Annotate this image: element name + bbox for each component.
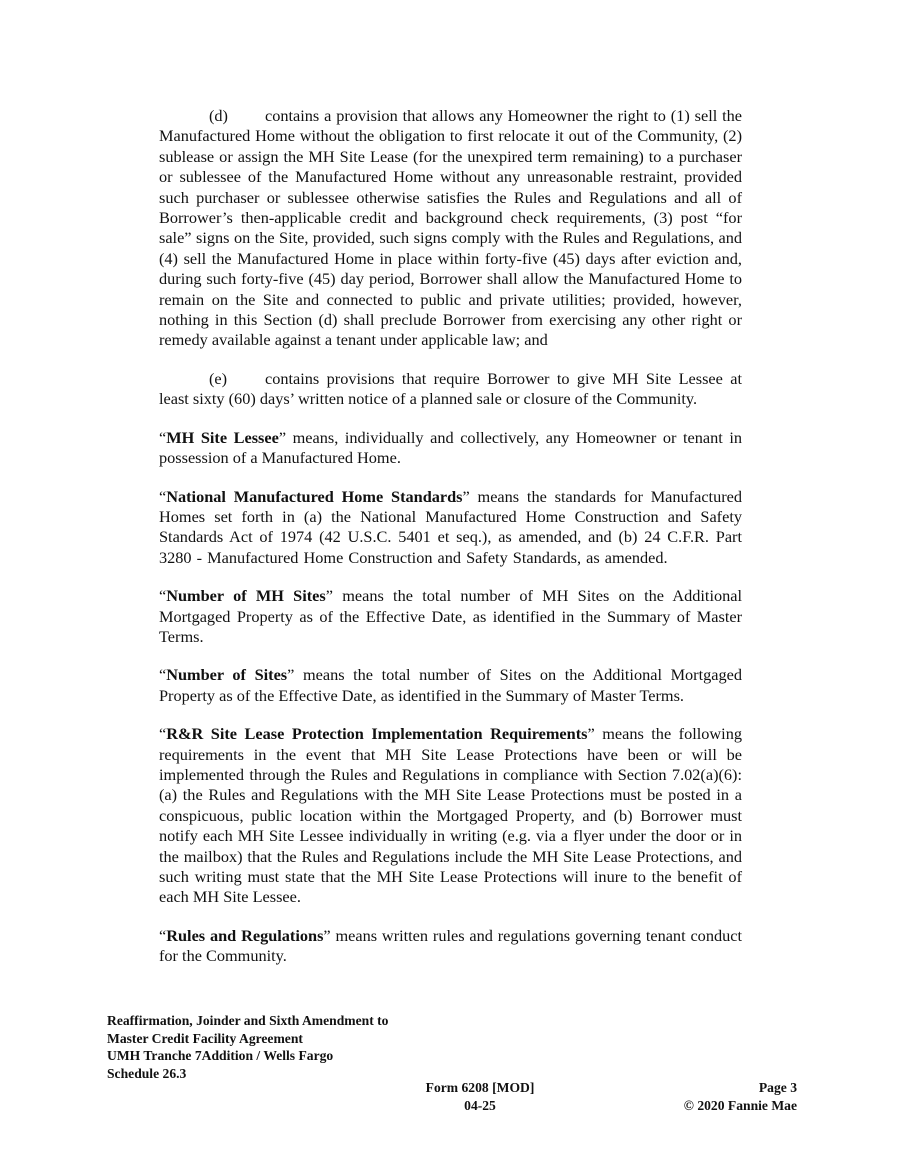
definition-term: Rules and Regulations <box>166 925 324 945</box>
definition-term: R&R Site Lease Protection Implementation Requirements <box>166 724 588 744</box>
definition-rr-site-lease-protection: “R&R Site Lease Protection Implementation Requirements” means the following requirements in the event that MH Site Lease Protections have been or will be implemented through the Rules and Regulations in compliance with Section 7.02(a)(6): (a) the Rules and Regulations with the MH Site Lease Protections must be posted in a conspicuous, public location within the Mortgaged Property, and (b) Borrower must notify each MH Site Lessee individually in writing (e.g. via a flyer under the door or in the mailbox) that the Rules and Regulations include the MH Site Lease Protections, and such writing must state that the MH Site Lease Protections will inure to the benefit of each MH Site Lessee. <box>159 724 742 907</box>
footer-form-date: 04-25 <box>464 1097 496 1113</box>
footer-document-title <box>107 1012 507 1082</box>
subsection-e-text: contains provisions that require Borrower to give MH Site Lessee at least sixty (60) days’ written notice of a planned sale or closure of the Community. <box>159 368 742 409</box>
footer-title-line: UMH Tranche 7Addition / Wells Fargo <box>107 1048 334 1063</box>
definition-rules-and-regulations: “Rules and Regulations” means written rules and regulations governing tenant conduct for the Community. <box>159 925 742 966</box>
definition-term: MH Site Lessee <box>166 427 279 447</box>
subsection-d-text: contains a provision that allows any Homeowner the right to (1) sell the Manufactured Home without the obligation to first relocate it out of the Community, (2) sublease or assign the MH Site Lease (for the unexpired term remaining) to a purchaser or sublessee of the Manufactured Home without any unreasonable restraint, provided such purchaser or sublessee otherwise satisfies the Rules and Regulations and all of Borrower’s then-applicable credit and background check requirements, (3) post “for sale” signs on the Site, provided, such signs comply with the Rules and Regulations, and (4) sell the Manufactured Home in place within forty-five (45) days after eviction and, during such forty-five (45) day period, Borrower shall allow the Manufactured Home to remain on the Site and connected to public and private utilities; provided, however, nothing in this Section (d) shall preclude Borrower from exercising any other right or remedy available against a tenant under applicable law; and <box>159 106 742 350</box>
subsection-e-label: (e) <box>209 368 228 388</box>
definition-text: means written rules and regulations governing tenant conduct for the Community. <box>159 925 742 966</box>
copyright: © 2020 Fannie Mae <box>683 1097 797 1113</box>
definition-mh-site-lessee: “MH Site Lessee” means, individually and collectively, any Homeowner or tenant in possession of a Manufactured Home. <box>159 427 742 468</box>
page-body <box>159 106 742 985</box>
definition-number-of-mh-sites: “Number of MH Sites” means the total number of MH Sites on the Additional Mortgaged Property as of the Effective Date, as identified in the Summary of Master Terms. <box>159 586 742 646</box>
definition-text: means the total number of Sites on the Additional Mortgaged Property as of the Effective Date, as identified in the Summary of Master Terms. <box>159 665 743 705</box>
definition-text: means the total number of MH Sites on the Additional Mortgaged Property as of the Effective Date, as identified in the Summary of Master Terms. <box>159 586 742 646</box>
footer-title-line: Schedule 26.3 <box>107 1065 187 1081</box>
definition-text: means the standards for Manufactured Homes set forth in (a) the National Manufactured Home Construction and Safety Standards Act of 1974 (42 U.S.C. 5401 et seq.), as amended, and (b) 24 C.F.R. Part 3280 - Manufactured Home Construction and Safety Standards, as amended. <box>159 486 743 567</box>
definition-number-of-sites: “Number of Sites” means the total number of Sites on the Additional Mortgaged Property as of the Effective Date, as identified in the Summary of Master Terms. <box>159 665 743 705</box>
footer-form-number: Form 6208 [MOD] <box>425 1080 535 1095</box>
definition-term: Number of Sites <box>166 665 288 685</box>
page-number: Page 3 <box>758 1080 797 1095</box>
footer-title-line: Reaffirmation, Joinder and Sixth Amendment to <box>107 1013 389 1028</box>
subsection-d-label: (d) <box>209 106 228 125</box>
definition-term: National Manufactured Home Standards <box>166 486 463 506</box>
footer-title-line: Master Credit Facility Agreement <box>107 1030 303 1046</box>
footer-form-info <box>380 1079 580 1114</box>
definition-text: means the following requirements in the event that MH Site Lease Protections have been or will be implemented through the Rules and Regulations in compliance with Section 7.02(a)(6): (a) the Rules and Regulations with the MH Site Lease Protections must be posted in a conspicuous, public location within the Mortgaged Property, and (b) Borrower must notify each MH Site Lessee individually in writing (e.g. via a flyer under the door or in the mailbox) that the Rules and Regulations include the MH Site Lease Protections, and such writing must state that the MH Site Lease Protections will inure to the benefit of each MH Site Lessee. <box>159 724 742 907</box>
definition-national-manufactured-home-standards: “National Manufactured Home Standards” means the standards for Manufactured Homes set forth in (a) the National Manufactured Home Construction and Safety Standards Act of 1974 (42 U.S.C. 5401 et seq.), as amended, and (b) 24 C.F.R. Part 3280 - Manufactured Home Construction and Safety Standards, as amended. <box>159 486 743 567</box>
definition-text: means, individually and collectively, any Homeowner or tenant in possession of a Manufactured Home. <box>159 427 742 468</box>
footer-page-info <box>600 1079 797 1114</box>
subsection-e <box>159 369 742 410</box>
definition-term: Number of MH Sites <box>166 586 326 606</box>
subsection-d <box>159 106 742 351</box>
